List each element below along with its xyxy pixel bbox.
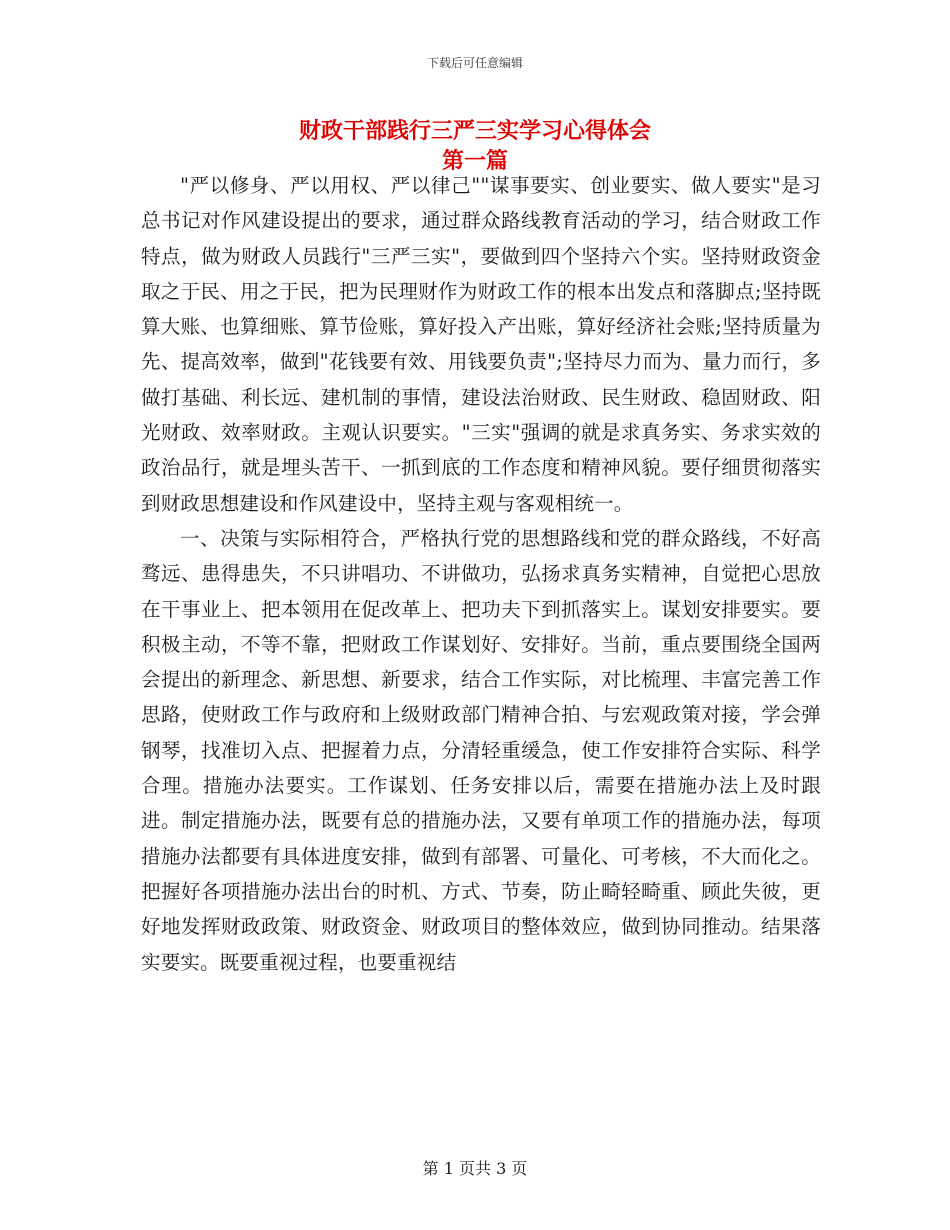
document-title	[0, 116, 950, 176]
document-body	[141, 168, 821, 980]
paragraph-2: 一、决策与实际相符合，严格执行党的思想路线和党的群众路线，不好高骛远、患得患失，不只讲唱功、不讲做功，弘扬求真务实精神，自觉把心思放在干事业上、把本领用在促改革上、把功夫下到抓落实上。谋划安排要实。要积极主动，不等不靠，把财政工作谋划好、安排好。当前，重点要围绕全国两会提出的新理念、新思想、新要求，结合工作实际，对比梳理、丰富完善工作思路，使财政工作与政府和上级财政部门精神合拍、与宏观政策对接，学会弹钢琴，找准切入点、把握着力点，分清轻重缓急，使工作安排符合实际、科学合理。措施办法要实。工作谋划、任务安排以后，需要在措施办法上及时跟进。制定措施办法，既要有总的措施办法，又要有单项工作的措施办法，每项措施办法都要有具体进度安排，做到有部署、可量化、可考核，不大而化之。把握好各项措施办法出台的时机、方式、节奏，防止畸轻畸重、顾此失彼，更好地发挥财政政策、财政资金、财政项目的整体效应，做到协同推动。结果落实要实。既要重视过程，也要重视结	[141, 526, 821, 974]
paragraph-1: "严以修身、严以用权、严以律己""谋事要实、创业要实、做人要实"是习总书记对作风建设提出的要求，通过群众路线教育活动的学习，结合财政工作特点，做为财政人员践行"三严三实"，要做到四个坚持六个实。坚持财政资金取之于民、用之于民，把为民理财作为财政工作的根本出发点和落脚点;坚持既算大账、也算细账、算节俭账，算好投入产出账，算好经济社会账;坚持质量为先、提高效率，做到"花钱要有效、用钱要负责";坚持尽力而为、量力而行，多做打基础、利长远、建机制的事情，建设法治财政、民生财政、稳固财政、阳光财政、效率财政。主观认识要实。"三实"强调的就是求真务实、务求实效的政治品行，就是埋头苦干、一抓到底的工作态度和精神风貌。要仔细贯彻落实到财政思想建设和作风建设中，坚持主观与客观相统一。	[141, 174, 821, 515]
title-line-1: 财政干部践行三严三实学习心得体会	[298, 118, 651, 144]
page-footer: 第 1 页共 3 页	[422, 1159, 528, 1178]
title-line-2: 第一篇	[441, 148, 508, 174]
header-note: 下载后可任意编辑	[426, 56, 523, 70]
